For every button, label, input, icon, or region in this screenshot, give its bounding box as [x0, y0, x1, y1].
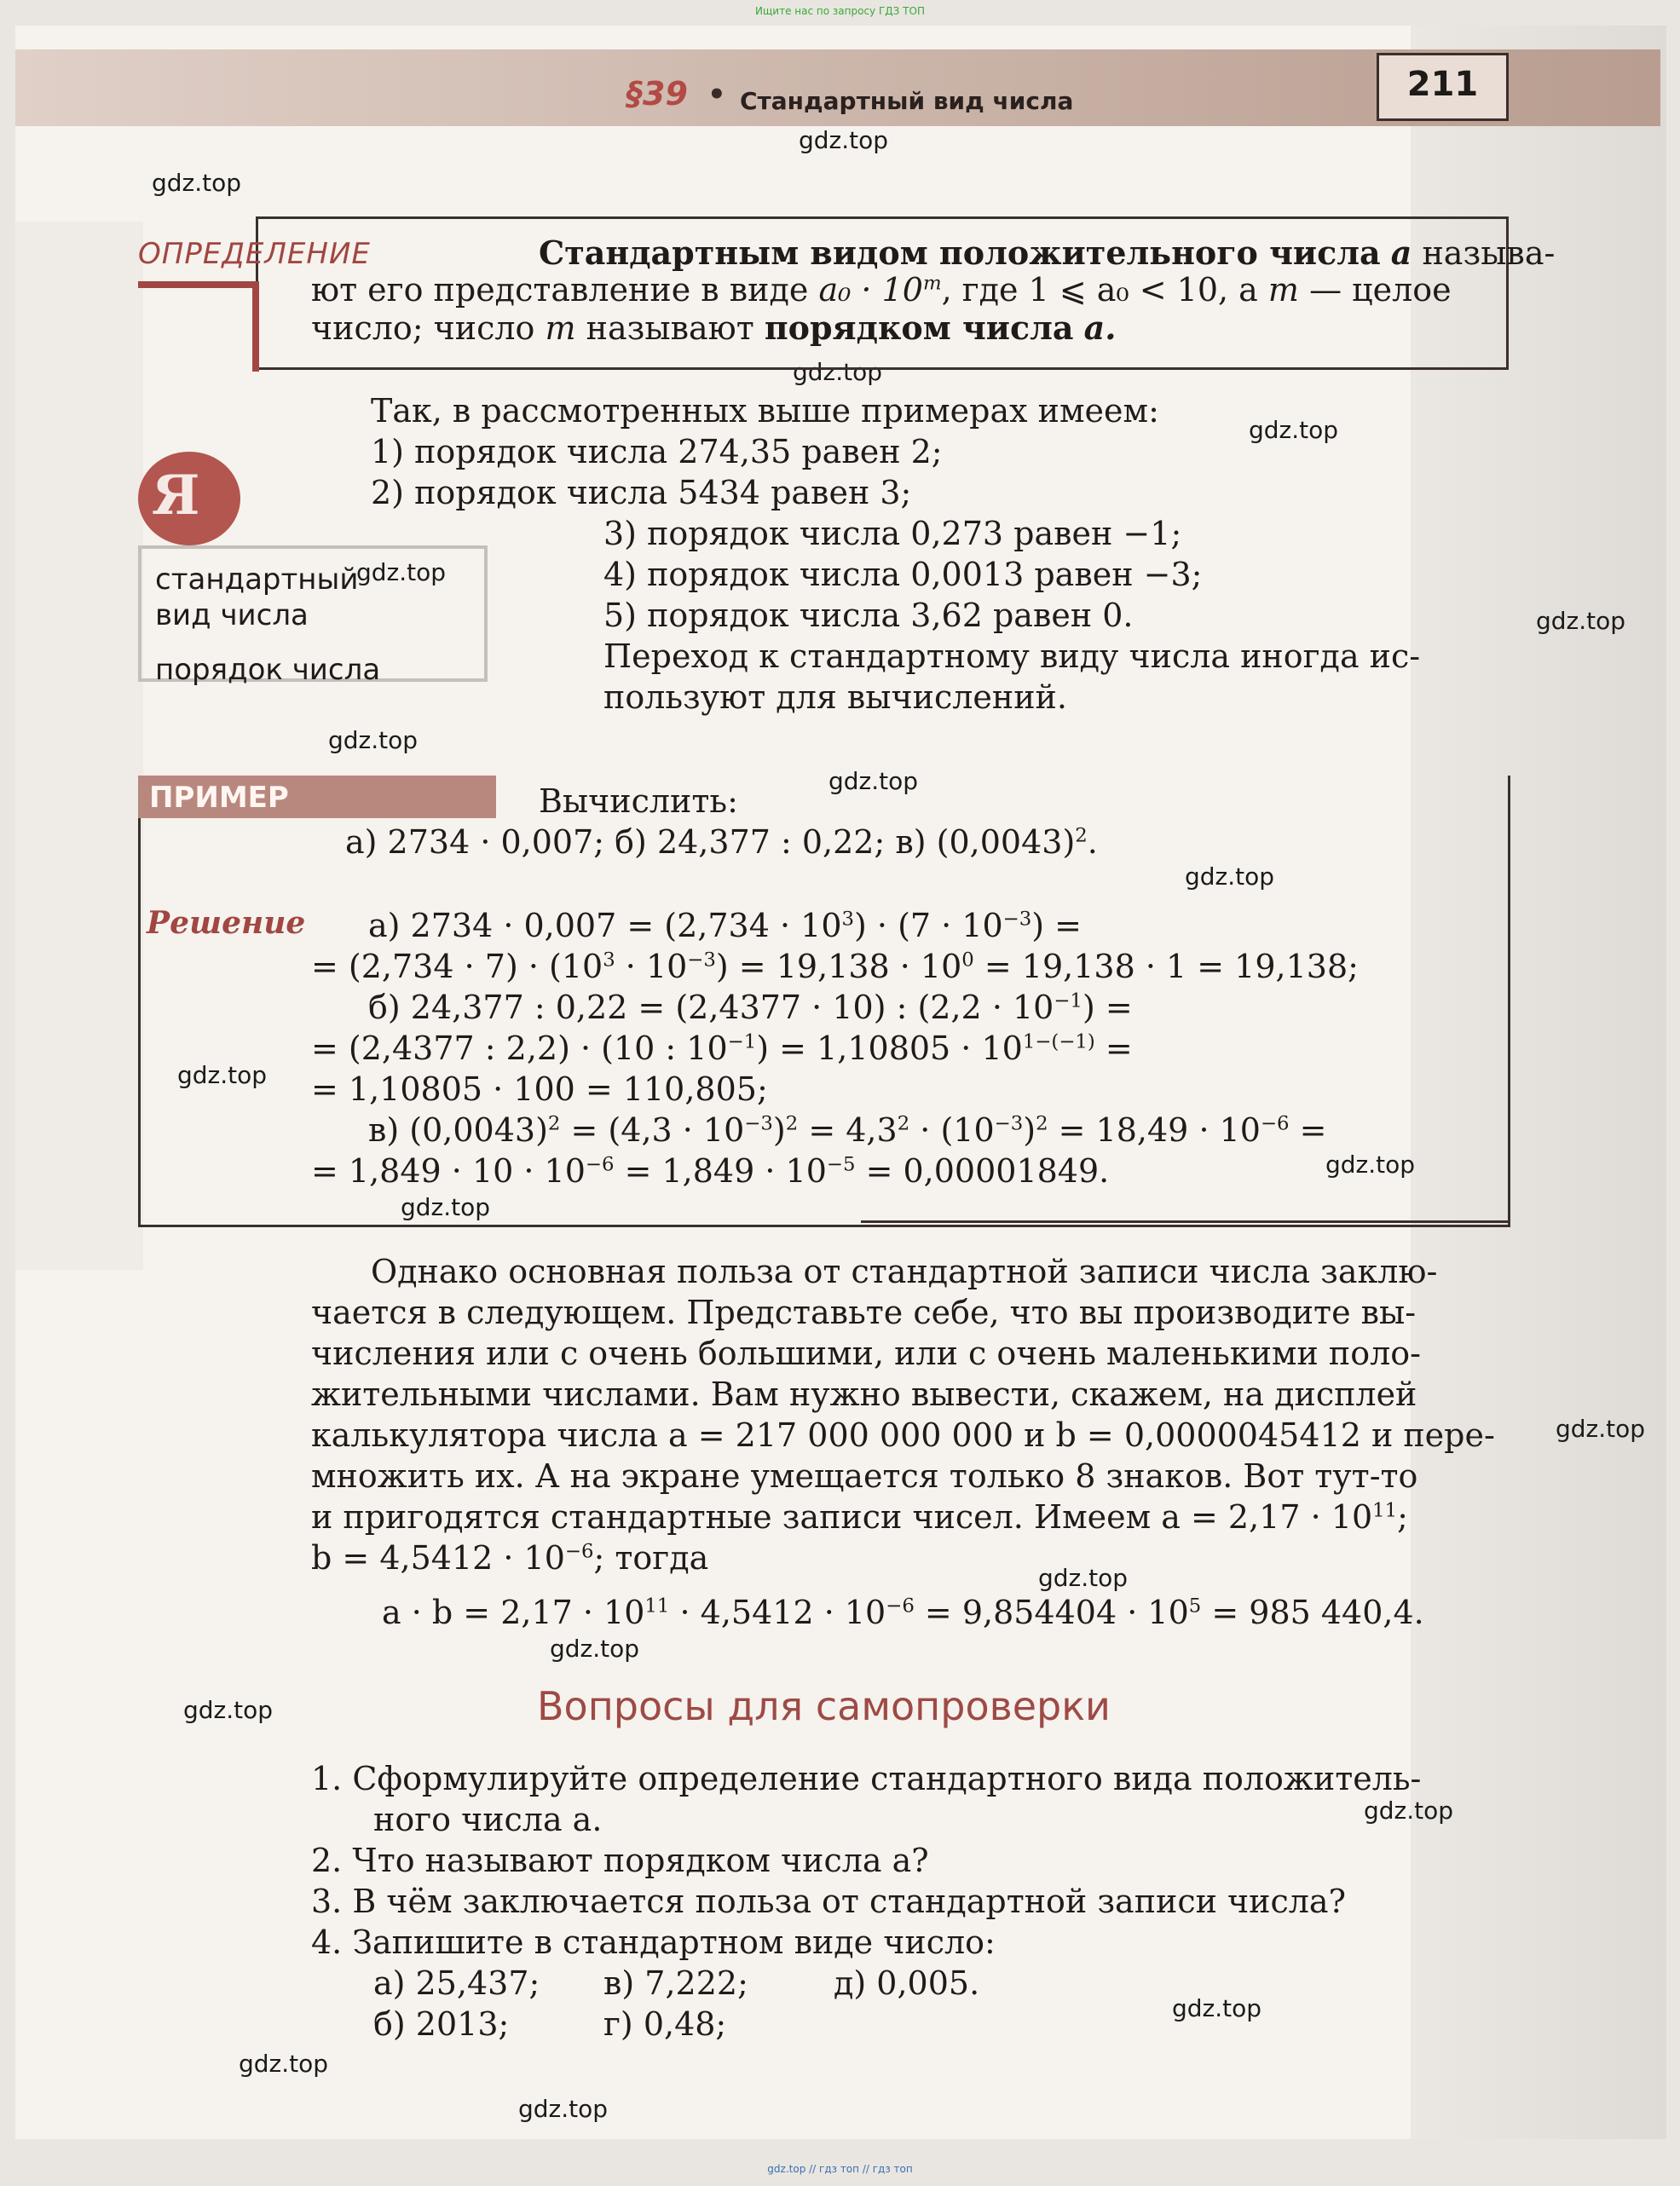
watermark: gdz.top	[1249, 416, 1339, 444]
margin-strip	[15, 222, 143, 1270]
watermark: gdz.top	[239, 2050, 329, 2078]
exercise-option: а) 25,437;	[373, 1964, 540, 2002]
paragraph-line: жительными числами. Вам нужно вывести, скажем, на дисплей	[311, 1376, 1417, 1413]
solution-line: = 1,10805 · 100 = 110,805;	[311, 1070, 768, 1108]
solution-line: а) $2734 \cdot 0,007 = (2,734 \cdot 10^3) \cdot (7 \cdot 10^{-3})$ =	[368, 907, 1082, 944]
solution-line: = $(2,734 \cdot 7) \cdot (10^3 \cdot 10^{-3}) = 19,138 \cdot 10^0 = 19,138 \cdot 1 = 19,138$;	[311, 948, 1359, 985]
solution-line: = $1,849 \cdot 10 \cdot 10^{-6} = 1,849 \cdot 10^{-5} = 0,00001849$.	[311, 1152, 1110, 1190]
section-number: §39	[626, 75, 688, 112]
list-item: 4) порядок числа 0,0013 равен −3;	[603, 556, 1203, 593]
questions-title: Вопросы для самопроверки	[537, 1683, 1111, 1729]
question-item: ного числа a.	[373, 1801, 603, 1838]
solution-line: б) 24,377 : 0,22 = (2,4377 · 10) : $(2,2 \cdot 10^{-1})$ =	[368, 989, 1133, 1026]
page-number: 211	[1406, 65, 1479, 104]
watermark: gdz.top	[401, 1193, 491, 1221]
watermark: gdz.top	[152, 169, 242, 197]
watermark: gdz.top	[799, 126, 889, 154]
solution-line: в) $(0,0043)^2 = (4,3 \cdot 10^{-3})^2 = 4,3^2 \cdot (10^{-3})^2 = 18,49 \cdot 10^{-6}$ =	[368, 1111, 1327, 1149]
definition-line-2: ют его представление в виде $a_0 \cdot 10^m$, где 1 ⩽ a₀ < 10, а m — целое	[311, 271, 1452, 309]
keyword-item: порядок числа	[155, 653, 381, 687]
list-item: 5) порядок числа 3,62 равен 0.	[603, 597, 1134, 634]
watermark: gdz.top	[328, 726, 419, 754]
watermark: gdz.top	[1172, 1994, 1262, 2022]
paragraph-line: числения или с очень большими, или с очень маленькими поло-	[311, 1335, 1421, 1372]
definition-line-1: Стандартным видом положительного числа a называ-	[539, 234, 1556, 272]
watermark: gdz.top	[828, 767, 919, 795]
example-label: ПРИМЕР	[149, 781, 289, 815]
example-task: Вычислить:	[539, 782, 738, 820]
question-item: 2. Что называют порядком числа a?	[311, 1842, 929, 1879]
definition-accent-bar	[138, 281, 257, 288]
list-item: 2) порядок числа 5434 равен 3;	[371, 474, 912, 511]
question-item: 3. В чём заключается польза от стандартной записи числа?	[311, 1883, 1346, 1920]
definition-accent-bar	[252, 281, 259, 372]
question-item: 4. Запишите в стандартном виде число:	[311, 1924, 996, 1961]
exercise-option: д) 0,005.	[834, 1964, 980, 2002]
example-items: а) 2734 · 0,007; б) 24,377 : 0,22; в) $(0,0043)^2$.	[345, 823, 1098, 861]
solution-label: Решение	[147, 905, 306, 941]
watermark: gdz.top	[1185, 862, 1275, 891]
section-title: Стандартный вид числа	[740, 87, 1074, 115]
watermark: gdz.top	[183, 1696, 274, 1724]
watermark: gdz.top	[1556, 1415, 1646, 1443]
definition-label: ОПРЕДЕЛЕНИЕ	[138, 237, 371, 271]
list-item: 3) порядок числа 0,273 равен −1;	[603, 515, 1182, 552]
definition-line-3: число; число m называют порядком числа a.	[311, 309, 1117, 347]
keyword-item: стандартный	[155, 562, 359, 597]
watermark: gdz.top	[793, 358, 883, 386]
watermark: gdz.top	[177, 1061, 268, 1089]
watermark: gdz.top	[518, 2095, 609, 2123]
top-note: Ищите нас по запросу ГДЗ ТОП	[755, 5, 925, 17]
keyword-item: вид числа	[155, 598, 309, 632]
usage-formula: $a \cdot b = 2,17 \cdot 10^{11} \cdot 4,5412 \cdot 10^{-6} = 9,854404 \cdot 10^5 = 985$ 440,4.	[382, 1594, 1424, 1631]
paragraph-line: Однако основная польза от стандартной записи числа заклю-	[371, 1253, 1438, 1290]
bottom-note: gdz.top // гдз топ // гдз топ	[767, 2163, 913, 2175]
watermark: gdz.top	[1536, 607, 1626, 635]
watermark: gdz.top	[356, 558, 447, 586]
exercise-option: б) 2013;	[373, 2005, 510, 2043]
paragraph-line: чается в следующем. Представьте себе, что вы производите вы-	[311, 1294, 1417, 1331]
watermark: gdz.top	[1038, 1564, 1129, 1592]
paragraph-line: $b = 4,5412 \cdot 10^{-6}$; тогда	[311, 1539, 709, 1577]
watermark: gdz.top	[1325, 1151, 1416, 1179]
exercise-option: в) 7,222;	[603, 1964, 748, 2002]
paragraph-line: Переход к стандартному виду числа иногда ис-	[603, 637, 1421, 675]
definition-term: Стандартным видом положительного числа	[539, 234, 1381, 272]
watermark: gdz.top	[550, 1635, 640, 1663]
paragraph-line: множить их. А на экране умещается только 8 знаков. Вот тут-то	[311, 1457, 1418, 1495]
separator-line	[861, 1220, 1510, 1223]
paragraph-line: Так, в рассмотренных выше примерах имеем:	[371, 392, 1159, 430]
question-item: 1. Сформулируйте определение стандартного вида положитель-	[311, 1760, 1422, 1797]
exercise-option: г) 0,48;	[603, 2005, 727, 2043]
paragraph-line: калькулятора числа a = 217 000 000 000 и b = 0,0000045412 и пере-	[311, 1416, 1495, 1454]
solution-line: = (2,4377 : 2,2) · (10 : $10^{-1}) = 1,10805 \cdot 10^{1-(-1)}$ =	[311, 1030, 1133, 1067]
list-item: 1) порядок числа 274,35 равен 2;	[371, 433, 943, 470]
paragraph-line: пользуют для вычислений.	[603, 678, 1067, 716]
keyword-icon-letter: Я	[152, 464, 200, 528]
paragraph-line: и пригодятся стандартные записи чисел. Имеем $a = 2,17 \cdot 10^{11}$;	[311, 1498, 1408, 1536]
header-bullet: •	[707, 78, 726, 112]
watermark: gdz.top	[1364, 1797, 1454, 1825]
